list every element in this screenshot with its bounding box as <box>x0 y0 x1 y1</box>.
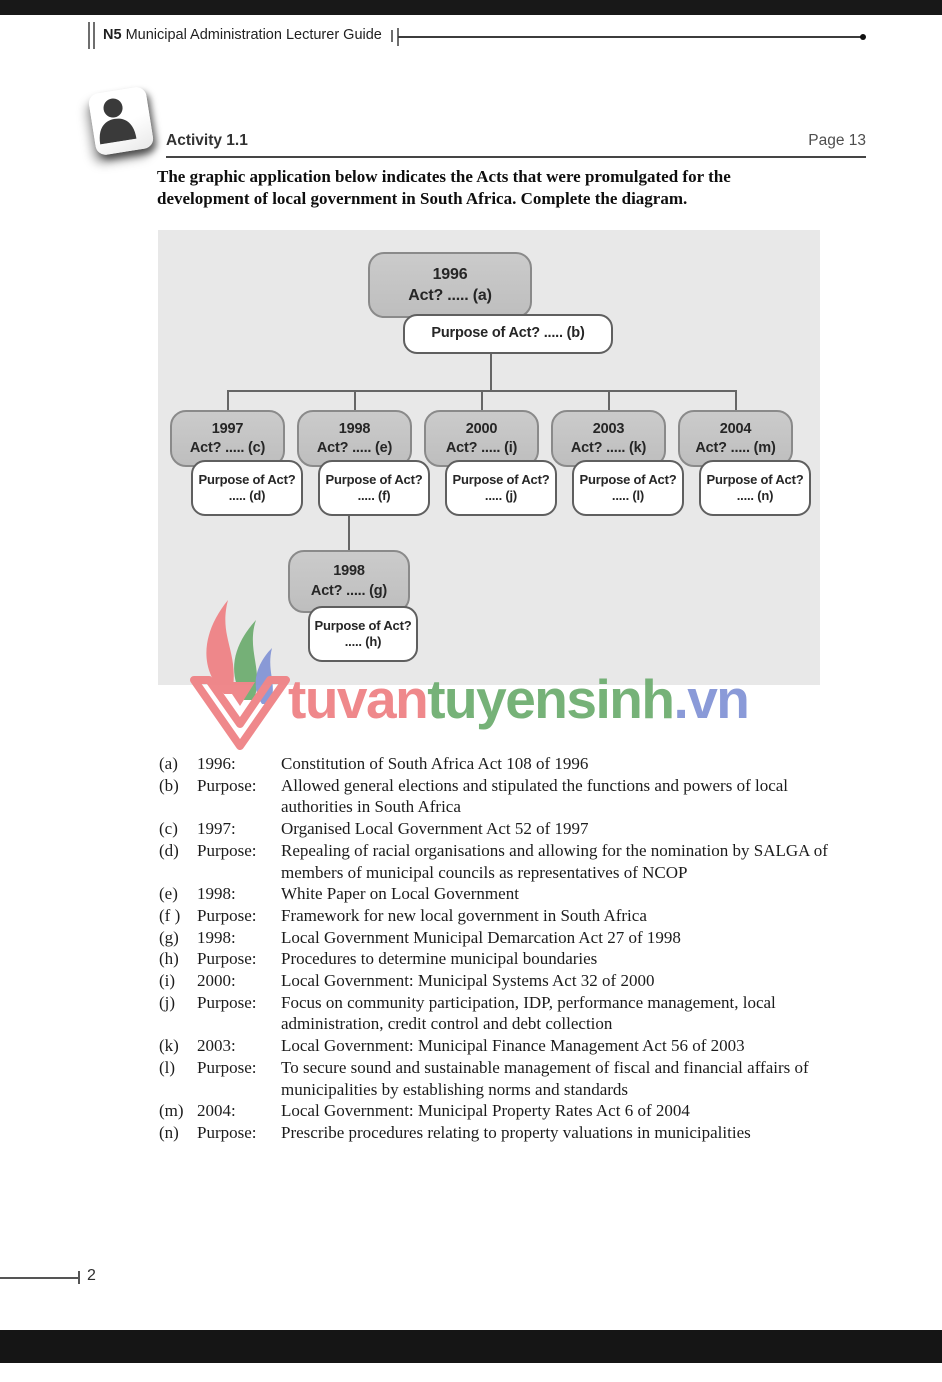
node-purpose-d <box>191 460 303 516</box>
answer-row-k <box>159 1035 863 1057</box>
instruction-line-1: The graphic application below indicates the Acts that were promulgated for the <box>157 167 731 186</box>
answer-row-n <box>159 1122 863 1144</box>
node-year: 2004 <box>719 421 752 437</box>
node-act: Act? ..... (a) <box>408 287 492 304</box>
answer-row-i <box>159 970 863 992</box>
node-purpose-j <box>445 460 557 516</box>
purpose-line: ..... (j) <box>484 488 518 503</box>
answer-text: Local Government Municipal Demarcation Act 27 of 1998 <box>281 927 681 947</box>
header-rule-bar <box>88 22 90 49</box>
watermark-part-2: tuyensinh <box>427 668 674 730</box>
answer-label: (c) <box>159 819 178 839</box>
purpose-line: ..... (h) <box>344 634 382 649</box>
answer-key: Purpose: <box>197 992 257 1012</box>
answer-label: (b) <box>159 775 179 795</box>
node-act: Act? ..... (g) <box>310 583 388 599</box>
answer-label: (l) <box>159 1057 176 1077</box>
answer-row-l <box>159 1057 863 1100</box>
answer-key: Purpose: <box>197 949 257 969</box>
answer-key: Purpose: <box>197 1057 257 1077</box>
answer-text: To secure sound and sustainable management of fiscal and financial affairs of municipalities by establishing norms and standards <box>281 1057 809 1099</box>
purpose-line: ..... (f) <box>357 488 391 503</box>
answer-label: (j) <box>159 992 176 1012</box>
purpose-line: Purpose of Act? <box>452 472 550 487</box>
answer-text: Framework for new local government in South Africa <box>281 905 647 925</box>
connector-root-vertical <box>490 354 492 390</box>
node-purpose-b: Purpose of Act? ..... (b) <box>403 314 613 354</box>
answer-key: 1996: <box>197 754 236 773</box>
answer-list <box>159 753 863 1144</box>
answer-key: 1997: <box>197 819 236 839</box>
answer-key: 2004: <box>197 1101 236 1121</box>
header-line-dot <box>860 34 866 40</box>
purpose-line: Purpose of Act? <box>314 618 412 633</box>
running-header-title <box>103 27 382 43</box>
purpose-line: ..... (n) <box>736 488 774 503</box>
activity-title: Activity 1.1 <box>166 132 248 149</box>
node-act: Act? ..... (m) <box>695 440 776 456</box>
answer-label: (h) <box>159 949 179 969</box>
answer-key: Purpose: <box>197 775 257 795</box>
answer-text: Constitution of South Africa Act 108 of 1996 <box>281 754 589 773</box>
connector-sub-vertical <box>348 516 350 550</box>
answer-label: (e) <box>159 884 178 904</box>
answer-label: (k) <box>159 1036 179 1056</box>
answer-label: (n) <box>159 1122 179 1142</box>
watermark-text <box>288 668 749 730</box>
bottom-black-bar <box>0 1330 942 1363</box>
answer-text: Repealing of racial organisations and allowing for the nomination by SALGA of members of municipal councils as representatives of NCOP <box>281 840 828 882</box>
answer-row-h <box>159 948 863 970</box>
activity-person-icon <box>88 86 155 156</box>
branch-2004 <box>678 410 818 520</box>
answer-label: (g) <box>159 927 179 947</box>
answer-text: Local Government: Municipal Finance Management Act 56 of 2003 <box>281 1036 745 1056</box>
answer-label: (f ) <box>159 905 181 925</box>
purpose-line: Purpose of Act? <box>325 472 423 487</box>
answer-text: Allowed general elections and stipulated the functions and powers of local authorities in South Africa <box>281 775 789 817</box>
connector-stub <box>227 390 229 410</box>
answer-key: Purpose: <box>197 840 257 860</box>
answer-key: Purpose: <box>197 1122 257 1142</box>
node-year: 2003 <box>592 421 625 437</box>
node-2000-act-i <box>424 410 539 467</box>
answer-label: (i) <box>159 971 176 991</box>
node-act: Act? ..... (k) <box>570 440 647 456</box>
branch-2000 <box>424 410 564 520</box>
branch-1998 <box>297 410 437 520</box>
answer-row-g <box>159 927 863 949</box>
instruction-line-2: development of local government in South Africa. Complete the diagram. <box>157 189 688 208</box>
node-purpose-n <box>699 460 811 516</box>
answer-row-d <box>159 840 863 883</box>
answer-row-a <box>159 753 863 775</box>
person-icon <box>91 91 142 145</box>
node-1997-act-c <box>170 410 285 467</box>
node-act: Act? ..... (e) <box>316 440 393 456</box>
node-year: 1998 <box>333 563 365 579</box>
header-tick <box>391 30 393 42</box>
purpose-line: Purpose of Act? <box>198 472 296 487</box>
node-1996-act-a <box>368 252 532 318</box>
answer-text: Organised Local Government Act 52 of 1997 <box>281 819 589 839</box>
node-purpose-f <box>318 460 430 516</box>
footer-page-number: 2 <box>87 1267 96 1284</box>
footer-tick <box>78 1271 80 1284</box>
answer-row-e <box>159 883 863 905</box>
top-black-bar <box>0 0 942 15</box>
answer-text: Focus on community participation, IDP, performance management, local administration, credit control and debt collection <box>281 992 776 1034</box>
node-2003-act-k <box>551 410 666 467</box>
connector-stub <box>354 390 356 410</box>
watermark-flame-logo <box>182 596 300 750</box>
answer-key: 1998: <box>197 927 236 947</box>
node-act: Act? ..... (i) <box>445 440 518 456</box>
answer-key: 1998: <box>197 884 236 904</box>
answer-row-c <box>159 818 863 840</box>
header-rule-bar <box>93 22 95 49</box>
node-year: 1998 <box>338 421 371 437</box>
node-year: 2000 <box>465 421 498 437</box>
node-2004-act-m <box>678 410 793 467</box>
node-act: Act? ..... (c) <box>189 440 266 456</box>
watermark-part-3: .vn <box>673 668 749 730</box>
activity-divider <box>166 156 866 158</box>
page-reference: Page 13 <box>808 132 866 149</box>
branch-2003 <box>551 410 691 520</box>
node-year: 1996 <box>432 266 468 283</box>
purpose-line: Purpose of Act? <box>706 472 804 487</box>
watermark-part-1: tuvan <box>288 668 428 730</box>
node-purpose-l <box>572 460 684 516</box>
connector-stub <box>481 390 483 410</box>
answer-label: (d) <box>159 840 179 860</box>
answer-text: Prescribe procedures relating to property valuations in municipalities <box>281 1122 751 1142</box>
answer-row-m <box>159 1100 863 1122</box>
connector-stub <box>735 390 737 410</box>
branch-1997 <box>170 410 310 520</box>
node-year: 1997 <box>211 421 244 437</box>
answer-key: 2000: <box>197 971 236 991</box>
answer-text: Local Government: Municipal Systems Act 32 of 2000 <box>281 971 655 991</box>
guide-title: Municipal Administration Lecturer Guide <box>121 27 382 43</box>
footer-line <box>0 1277 78 1279</box>
watermark <box>182 596 802 756</box>
answer-key: 2003: <box>197 1036 236 1056</box>
purpose-line: ..... (d) <box>228 488 266 503</box>
node-1998-act-e <box>297 410 412 467</box>
answer-row-b <box>159 775 863 818</box>
answer-text: Local Government: Municipal Property Rates Act 6 of 2004 <box>281 1101 690 1121</box>
answer-label: (a) <box>159 754 178 773</box>
answer-row-j <box>159 992 863 1035</box>
header-line <box>398 36 864 38</box>
course-code: N5 <box>103 27 122 43</box>
answer-text: White Paper on Local Government <box>281 884 519 904</box>
answer-text: Procedures to determine municipal boundaries <box>281 949 598 969</box>
purpose-line: Purpose of Act? <box>579 472 677 487</box>
answer-row-f <box>159 905 863 927</box>
connector-stub <box>608 390 610 410</box>
purpose-line: ..... (l) <box>611 488 645 503</box>
instruction-text <box>157 166 887 210</box>
answer-label: (m) <box>159 1101 184 1121</box>
answer-key: Purpose: <box>197 905 257 925</box>
